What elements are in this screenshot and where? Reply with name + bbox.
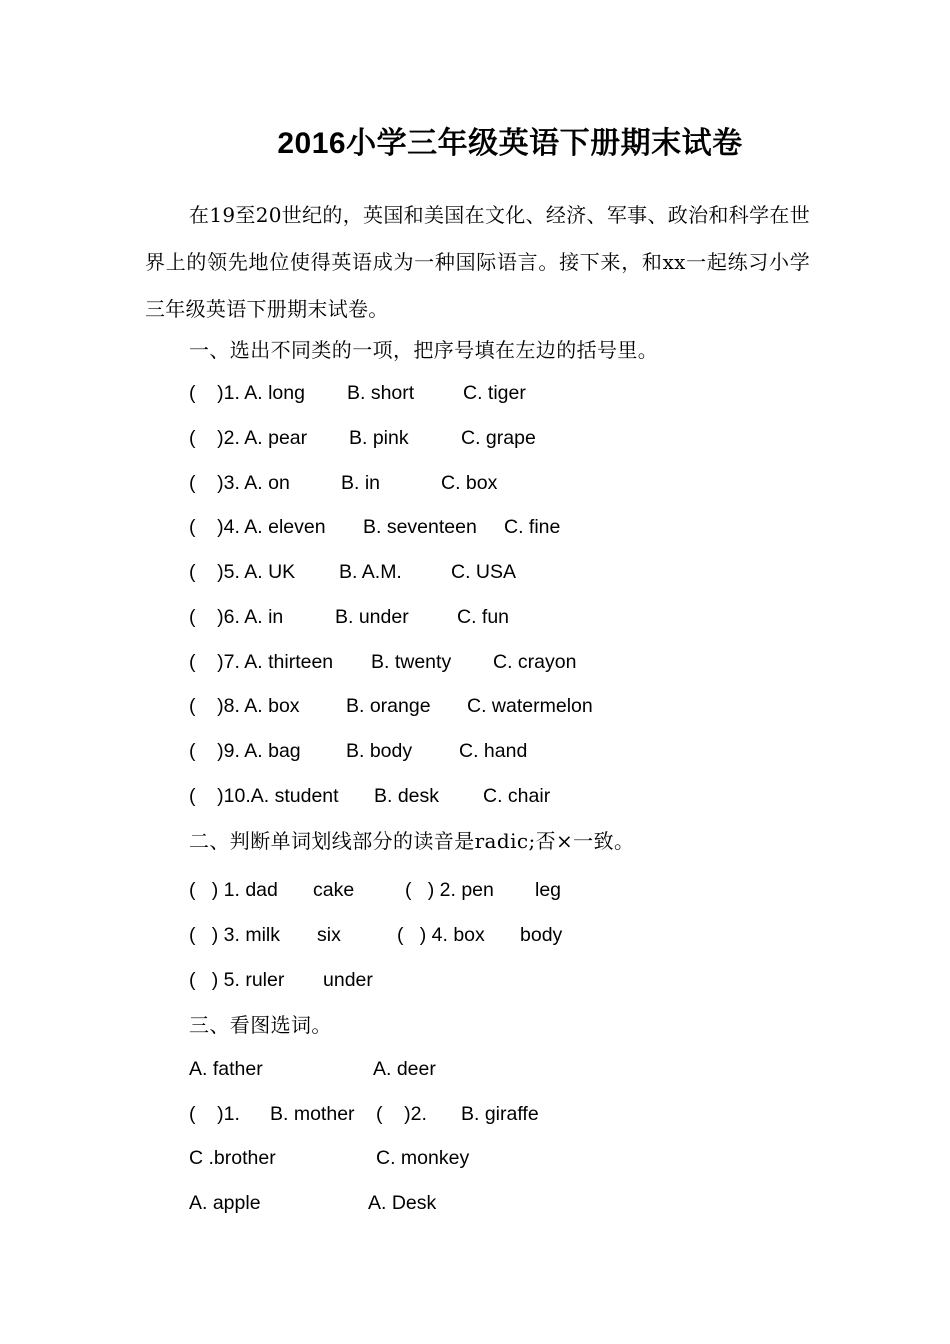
item-question: ( )2. A. pear xyxy=(189,427,308,449)
item-question: ( )7. A. thirteen xyxy=(189,651,334,673)
pair-a-word: six xyxy=(317,924,341,946)
pair-a-word: cake xyxy=(313,879,355,901)
item-option-c: C. fun xyxy=(457,606,510,628)
pair-a-question: ( ) 3. milk xyxy=(189,924,280,946)
pair-b-question: ( ) 2. pen xyxy=(405,879,494,901)
option-mid: B. mother xyxy=(270,1103,355,1125)
option-right: A. Desk xyxy=(368,1192,437,1214)
pair-a-word: under xyxy=(323,969,373,991)
option-right: C. monkey xyxy=(376,1147,470,1169)
item-option-b: B. seventeen xyxy=(363,516,477,538)
item-question: ( )5. A. UK xyxy=(189,561,296,583)
item-question: ( )10.A. student xyxy=(189,785,339,807)
item-question: ( )3. A. on xyxy=(189,472,290,494)
item-option-c: C. box xyxy=(441,472,498,494)
option-left: C .brother xyxy=(189,1147,276,1169)
pair-b-question: ( ) 4. box xyxy=(397,924,485,946)
item-question: ( )9. A. bag xyxy=(189,740,301,762)
pair-a-question: ( ) 5. ruler xyxy=(189,969,285,991)
item-option-b: B. under xyxy=(335,606,409,628)
item-option-b: B. desk xyxy=(374,785,440,807)
item-option-c: C. grape xyxy=(461,427,536,449)
pair-b-word: body xyxy=(520,924,563,946)
item-option-b: B. short xyxy=(347,382,415,404)
item-question: ( )8. A. box xyxy=(189,695,300,717)
item-option-b: B. twenty xyxy=(371,651,452,673)
intro-paragraph: 在19至20世纪的，英国和美国在文化、经济、军事、政治和科学在世界上的领先地位使得英语成为一种国际语言。接下来，和xx一起练习小学三年级英语下册期末试卷。 xyxy=(145,203,810,321)
item-option-b: B. orange xyxy=(346,695,431,717)
item-option-b: B. body xyxy=(346,740,413,762)
item-option-c: C. USA xyxy=(451,561,517,583)
option-right: B. giraffe xyxy=(461,1103,539,1125)
section2-heading: 二、判断单词划线部分的读音是radic;否×一致。 xyxy=(189,829,635,853)
item-option-b: B. in xyxy=(341,472,381,494)
item-question: ( )1. A. long xyxy=(189,382,305,404)
item-option-b: B. pink xyxy=(349,427,409,449)
section3-row-4 xyxy=(189,1190,437,1294)
item-option-c: C. chair xyxy=(483,785,551,807)
item-question: ( )6. A. in xyxy=(189,606,284,628)
item-option-c: C. fine xyxy=(504,516,561,538)
option-left: A. father xyxy=(189,1058,263,1080)
item-option-c: C. tiger xyxy=(463,382,526,404)
item-question: ( )4. A. eleven xyxy=(189,516,326,538)
question-1: ( )1. xyxy=(189,1103,240,1125)
page-title: 2016小学三年级英语下册期末试卷 xyxy=(277,127,743,160)
item-option-b: B. A.M. xyxy=(339,561,402,583)
question-2: ( )2. xyxy=(376,1103,427,1125)
pair-b-word: leg xyxy=(535,879,562,901)
item-option-c: C. watermelon xyxy=(467,695,593,717)
item-option-c: C. hand xyxy=(459,740,528,762)
option-right: A. deer xyxy=(373,1058,436,1080)
section3-heading: 三、看图选词。 xyxy=(189,1013,332,1037)
pair-a-question: ( ) 1. dad xyxy=(189,879,278,901)
item-option-c: C. crayon xyxy=(493,651,577,673)
option-left: A. apple xyxy=(189,1192,261,1214)
section1-heading: 一、选出不同类的一项，把序号填在左边的括号里。 xyxy=(189,338,659,362)
